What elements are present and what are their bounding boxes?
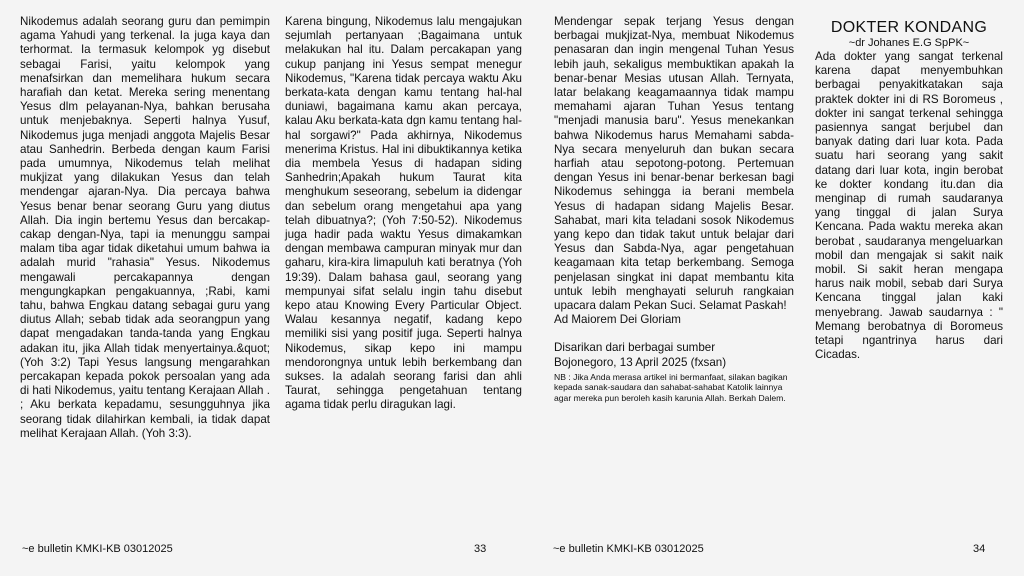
- page-number-right: 34: [973, 543, 986, 555]
- article-paragraph: Karena bingung, Nikodemus lalu mengajukan sejumlah pertanyaan ;Bagaimana untuk melakukan hal itu. Dalam percakapan yang cukup panjang ini Yesus sempat menegur Nikodemus, "Karena tidak percaya waktu Aku berkata-kata dengan kamu tentang hal-hal duniawi, bagaimana kamu akan percaya, kalau Aku berkata-kata dgn kamu tentang hal-hal sorgawi?" Pada akhirnya, Nikodemus menerima Kristus. Hal ini dibuktikannya ketika dia membela Yesus di hadapan siding Sanhedrin;Apakah hukum Taurat kita menghukum seseorang, sebelum ia didengar dan sebelum orang mengetahui apa yang telah dibuatnya?; (Yoh 7:50-52). Nikodemus juga hadir pada waktu Yesus dimakamkan dengan membawa campuran minyak mur dan gaharu, kira-kira limapuluh kati beratnya (Yoh 19:39). Dalam bahasa gaul, seorang yang mempunyai sifat selalu ingin tahu disebut kepo atau Knowing Every Particular Object. Walau kesannya negatif, kadang kepo memiliki sisi yang positif juga. Seperti halnya Nikodemus, sikap kepo ini mampu mendorongnya untuk lebih berkembang dan sukses. Ia adalah seorang farisi dan ahli Taurat, sehingga pengetahuan tentang agama tidak perlu diragukan lagi.: [285, 15, 522, 412]
- place-date-line: Bojonegoro, 13 April 2025 (fxsan): [554, 355, 727, 369]
- story-byline: ~dr Johanes E.G SpPK~: [848, 37, 970, 49]
- story-paragraph: Ada dokter yang sangat terkenal karena dapat menyembuhkan berbagai penyakitkatakan saja praktek dokter ini di RS Boromeus , dokter ini sangat terkenal sehingga pasiennya sangat berjubel dan banyak dating dari luar kota. Pada suatu hari seorang yang sakit datang dari luar kota, ingin berobat ke dokter kondang itu.dan dia menginap di rumah saudaranya yang tinggal di jalan Surya Kencana. Pada waktu mereka akan berobat , saudaranya mengeluarkan mobil dan mengajak si sakit naik mobil. Si sakit heran mengapa harus naik mobil, sebab dari Surya Kencana tinggal jalan kaki menyebrang. Jawab saudarnya : " Memang berobatnya di Boromeus tetapi ngantrinya harus dari Cicadas.: [815, 50, 1003, 362]
- story-column: [815, 18, 1003, 362]
- article-column-1: [20, 15, 270, 441]
- page-number-left: 33: [474, 543, 487, 555]
- story-title: DOKTER KONDANG: [830, 19, 988, 36]
- footer-bulletin-left: ~e bulletin KMKI-KB 03012025: [22, 543, 173, 555]
- article-paragraph: Nikodemus adalah seorang guru dan pemimpin agama Yahudi yang terkenal. Ia juga kaya dan terhormat. Ia termasuk kelompok yg disebut sebagai Farisi, yaitu kelompok yang menafsirkan dan memelihara hukum secara harafiah dan ketat. Mereka sering menentang Yesus dlm pelayanan-Nya, bahkan berusaha untuk menjebaknya. Seperti halnya Yusuf, Nikodemus juga menjadi anggota Majelis Besar atau Sanhedrin. Berbeda dengan kaum Farisi pada umumnya, Nikodemus telah melihat mukjizat yang dilakukan Yesus dan telah mendengar ajaran-Nya. Dia percaya bahwa Yesus benar benar seorang Guru yang diutus Allah. Dia ingin bertemu Yesus dan bercakap-cakap dengan-Nya, tapi ia menunggu sampai malam tiba agar tidak diketahui umum bahwa ia adalah murid "rahasia" Yesus. Nikodemus mengawali percakapannya dengan mengungkapkan pengakuannya, ;Rabi, kami tahu, bahwa Engkau datang sebagai guru yang diutus Allah; sebab tidak ada seorangpun yang dapat mengadakan tanda-tanda yang Engkau adakan itu, jika Allah tidak menyertainya.&quot; (Yoh 3:2) Tapi Yesus langsung mengarahkan percakapan kepada pokok persoalan yang ada di hati Nikodemus, yaitu tentang Kerajaan Allah . ; Aku berkata kepadamu, sesungguhnya jika seorang tidak dilahirkan kembali, ia tidak dapat melihat Kerajaan Allah. (Yoh 3:3).: [20, 15, 270, 440]
- article-column-3: [554, 15, 794, 404]
- closing-line: Ad Maiorem Dei Gloriam: [554, 313, 681, 327]
- footer-bulletin-right: ~e bulletin KMKI-KB 03012025: [553, 543, 704, 555]
- article-paragraph: Mendengar sepak terjang Yesus dengan berbagai mukjizat-Nya, membuat Nikodemus penasaran dan ingin mengenal Tuhan Yesus lebih jauh, sekaligus membuktikan apakah Ia benar-benar Mesias utusan Allah. Ternyata, latar belakang keagamaannya tidak mampu memahami ajaran Tuhan Yesus tentang "menjadi manusia baru". Yesus menekankan bahwa Nikodemus harus Memahami sabda-Nya secara menyeluruh dan bukan secara harfiah atau sepotong-potong. Pertemuan dengan Yesus ini benar-benar berkesan bagi Nikodemus sehingga ia berani membela Yesus di hadapan sidang Majelis Besar. Sahabat, mari kita teladani sosok Nikodemus yang kepo dan tidak takut untuk belajar dari Yesus dan Sabda-Nya, agar pengetahuan keagamaan kita tetap berkembang. Semoga penjelasan singkat ini dapat membantu kita untuk lebih menghayati seluruh rangkaian upacara dalam Pekan Suci. Selamat Paskah!: [554, 15, 794, 313]
- article-column-2: [285, 15, 522, 413]
- source-line: Disarikan dari berbagai sumber: [554, 341, 716, 355]
- nb-note: NB : Jika Anda merasa artikel ini bermanfaat, silakan bagikan kepada sanak-saudara dan sahabat-sahabat Katolik lainnya agar mereka pun beroleh kasih karunia Allah. Berkah Dalem.: [554, 371, 788, 404]
